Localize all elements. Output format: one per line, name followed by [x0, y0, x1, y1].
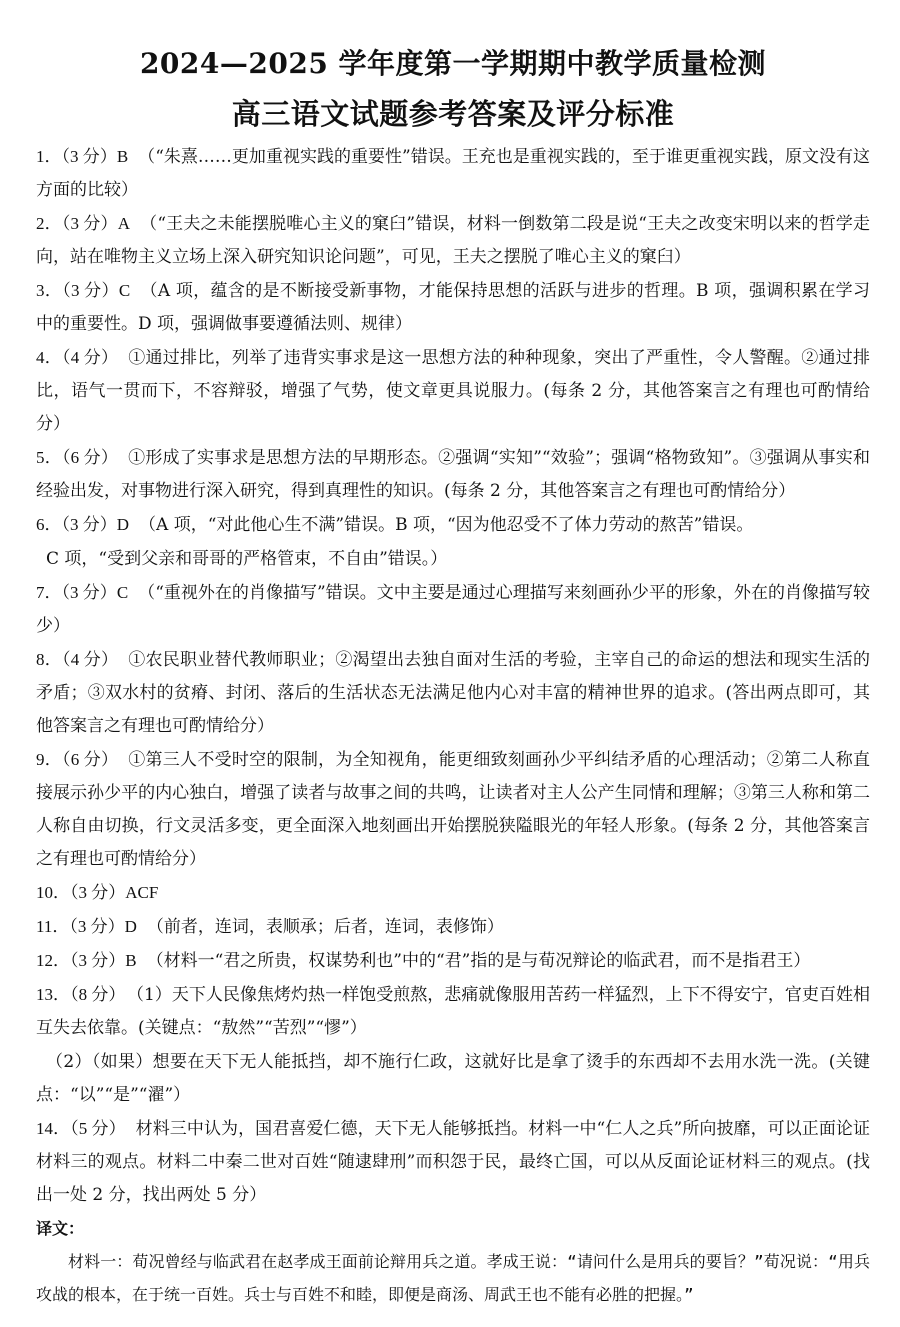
answer-score: （3 分）	[61, 214, 118, 233]
answer-text: ①形成了实事求是思想方法的早期形态。②强调“实知”“效验”；强调“格物致知”。③强调从事实和经验出发，对事物进行深入研究，得到真理性的知识。(每条 2 分，其他答案言之有理也可酌情给分）	[36, 448, 870, 501]
answer-score: （6 分）	[62, 750, 119, 769]
answer-item	[36, 1045, 870, 1112]
answer-score: （3 分）	[61, 147, 117, 166]
answer-item	[36, 643, 870, 743]
answer-score: （3 分）	[70, 883, 126, 902]
answer-score: （3 分）	[69, 917, 125, 936]
answer-choice: ACF	[125, 883, 159, 902]
answer-item	[36, 876, 870, 910]
answer-text: （2）（如果）想要在天下无人能抵挡，却不施行仁政，这就好比是拿了烫手的东西却不去用水洗一洗。(关键点：“以”“是”“濯”）	[36, 1052, 870, 1105]
answer-item	[36, 441, 870, 508]
answer-score: （3 分）	[70, 951, 126, 970]
answer-choice: C	[116, 583, 129, 602]
answer-number: 13．	[36, 985, 71, 1004]
answer-item	[36, 207, 870, 274]
answer-text: 材料三中认为，国君喜爱仁德，天下无人能够抵挡。材料一中“仁人之兵”所向披靡，可以正面论证材料三的观点。材料二中秦二世对百姓“随逮肆刑”而积怨于民，最终亡国，可以从反面论证材料三的观点。(找出一处 2 分，找出两处 5 分）	[36, 1119, 870, 1205]
answer-item	[36, 743, 870, 876]
answer-score: （3 分）	[61, 515, 117, 534]
answer-score: （3 分）	[62, 281, 119, 300]
answer-choice: B	[125, 951, 137, 970]
answer-number: 6．	[36, 515, 62, 534]
answer-text: （1）天下人民像焦烤灼热一样饱受煎熬，悲痛就像服用苦药一样猛烈，上下不得安宁，官吏百姓相互失去依靠。(关键点：“敖然”“苦烈”“憀”）	[36, 985, 870, 1038]
answer-text: ①第三人不受时空的限制，为全知视角，能更细致刻画孙少平纠结矛盾的心理活动；②第二人称直接展示孙少平的内心独白，增强了读者与故事之间的共鸣，让读者对主人公产生同情和理解；③第三人称和第二人称自由切换，行文灵活多变，更全面深入地刻画出开始摆脱狭隘眼光的年轻人形象。(每条 2 分，其他答案言之有理也可酌情给分）	[36, 750, 871, 869]
answer-number: 9．	[36, 750, 63, 769]
answer-item	[36, 576, 870, 643]
answer-choice: D	[124, 917, 137, 936]
answer-number: 3．	[36, 281, 63, 300]
answer-text: ①通过排比，列举了违背实事求是这一思想方法的种种现象，突出了严重性，令人警醒。②通过排比，语气一贯而下，不容辩驳，增强了气势，使文章更具说服力。(每条 2 分，其他答案言之有理也可酌情给分）	[36, 348, 871, 434]
answer-number: 8．	[36, 650, 63, 669]
answer-text: ①农民职业替代教师职业；②渴望出去独自面对生活的考验，主宰自己的命运的想法和现实生活的矛盾；③双水村的贫瘠、封闭、落后的生活状态无法满足他内心对丰富的精神世界的追求。(答出两点即可，其他答案言之有理也可酌情给分）	[36, 650, 871, 736]
answer-text: （A 项，蕴含的是不断接受新事物，才能保持思想的活跃与进步的哲理。B 项，强调积累在学习中的重要性。D 项，强调做事要遵循法则、规律）	[36, 281, 871, 334]
answer-number: 14．	[36, 1119, 71, 1138]
answer-item	[36, 944, 870, 978]
answer-number: 7．	[36, 583, 62, 602]
answer-score: （6 分）	[61, 448, 119, 467]
answer-item	[36, 1112, 870, 1212]
answer-list	[36, 140, 870, 1212]
page-title: 2024—2025 学年度第一学期期中教学质量检测	[139, 47, 767, 80]
answer-text: （A 项，“对此他心生不满”错误。B 项，“因为他忍受不了体力劳动的熬苦”错误。	[139, 515, 754, 535]
answer-number: 2．	[36, 214, 62, 233]
answer-choice: A	[117, 214, 130, 233]
answer-score: （4 分）	[62, 348, 119, 367]
answer-score: （5 分）	[70, 1119, 126, 1138]
answer-text: （材料一“君之所贵，权谋势利也”中的“君”指的是与荀况辩论的临武君，而不是指君王）	[146, 951, 811, 971]
answer-item	[36, 978, 870, 1045]
page-subtitle: 高三语文试题参考答案及评分标准	[231, 97, 675, 131]
answer-number: 5．	[36, 448, 62, 467]
answer-text: （“重视外在的肖像描写”错误。文中主要是通过心理描写来刻画孙少平的形象，外在的肖像描写较少）	[36, 583, 871, 636]
answer-score: （4 分）	[62, 650, 119, 669]
answer-number: 1．	[36, 147, 62, 166]
answer-text: （前者，连词，表顺承；后者，连词，表修饰）	[146, 917, 504, 937]
answer-item	[36, 508, 870, 542]
answer-item	[36, 542, 870, 576]
answer-number: 11．	[36, 917, 70, 936]
answer-score: （3 分）	[61, 583, 117, 602]
translation-heading: 译文：	[36, 1219, 85, 1238]
answer-choice: D	[116, 515, 130, 534]
translation-paragraph: 材料一：荀况曾经与临武君在赵孝成王面前论辩用兵之道。孝成王说：“请问什么是用兵的要旨？”荀况说：“用兵攻战的根本，在于统一百姓。兵士与百姓不和睦，即便是商汤、周武王也不能有必胜的把握。”	[36, 1252, 870, 1304]
answer-item	[36, 341, 870, 441]
answer-text: C 项，“受到父亲和哥哥的严格管束，不自由”错误。）	[46, 549, 448, 569]
answer-number: 10．	[36, 883, 70, 902]
answer-number: 4．	[36, 348, 63, 367]
answer-number: 12．	[36, 951, 70, 970]
answer-text: （“王夫之未能摆脱唯心主义的窠臼”错误，材料一倒数第二段是说“王夫之改变宋明以来的哲学走向，站在唯物主义立场上深入研究知识论问题”，可见，王夫之摆脱了唯心主义的窠臼）	[36, 214, 871, 267]
answer-item	[36, 274, 870, 341]
answer-text: （“朱熹……更加重视实践的重要性”错误。王充也是重视实践的，至于谁更重视实践，原文没有这方面的比较）	[36, 147, 871, 200]
answer-score: （8 分）	[70, 985, 126, 1004]
answer-choice: B	[116, 147, 129, 166]
answer-item	[36, 910, 870, 944]
answer-choice: C	[118, 281, 131, 300]
answer-item	[36, 140, 870, 207]
